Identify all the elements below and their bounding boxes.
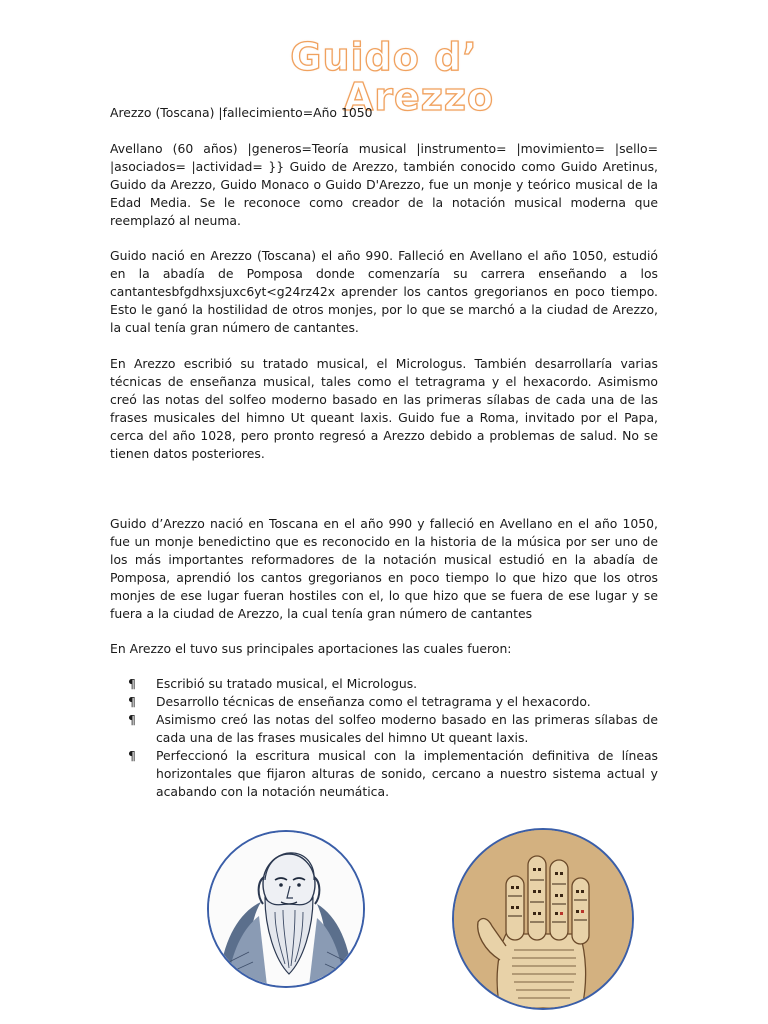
list-item <box>128 747 658 801</box>
paragraph-text: Guido d’Arezzo nació en Toscana en el año 990 y falleció en Avellano en el año 1050, fue un monje benedictino que es reconocido en la historia de la música por ser uno de los más importantes reformadores de la notación musical estudió en la abadía de Pomposa, aprendió los cantos gregorianos en poco tiempo lo que hizo que los otros monjes de ese lugar fueran hostiles con el, lo que hizo que se fuera de ese lugar y se fuera a la ciudad de Arezzo, la cual tenía gran número de cantantes <box>110 516 658 621</box>
list-item-text: Perfeccionó la escritura musical con la implementación definitiva de líneas horizontales que fijaron alturas de sonido, cercano a nuestro sistema actual y acabando con la notación neumática. <box>156 748 658 799</box>
portrait-engraving-icon <box>209 832 363 986</box>
paragraph-infobox <box>110 140 658 230</box>
list-item-text: Desarrollo técnicas de enseñanza como el tetragrama y el hexacordo. <box>156 694 591 709</box>
guidonian-hand-icon <box>454 830 632 1008</box>
pilcrow-bullet-icon: ¶ <box>128 712 136 727</box>
pilcrow-bullet-icon: ¶ <box>128 676 136 691</box>
paragraph-text: Avellano (60 años) |generos=Teoría musical |instrumento= |movimiento= |sello= |asociados= |actividad= }} Guido de Arezzo, también conocido como Guido Aretinus, Guido da Arezzo, Guido Monaco o Guido D'Arezzo, fue un monje y teórico musical de la Edad Media. Se le reconoce como creador de la notación musical moderna que reemplazó al neuma. <box>110 141 658 228</box>
paragraph-micrologus <box>110 355 658 463</box>
paragraph-text: En Arezzo escribió su tratado musical, el Micrologus. También desarrollaría varias técnicas de enseñanza musical, tales como el tetragrama y el hexacordo. Asimismo creó las notas del solfeo moderno basado en las primeras sílabas de cada una de las frases musicales del himno Ut queant laxis. Guido fue a Roma, invitado por el Papa, cerca del año 1028, pero pronto regresó a Arezzo debido a problemas de salud. No se tienen datos posteriores. <box>110 356 658 461</box>
paragraph-text: Arezzo (Toscana) |fallecimiento=Año 1050 <box>110 105 373 120</box>
pilcrow-bullet-icon: ¶ <box>128 694 136 709</box>
paragraph-summary <box>110 515 658 623</box>
paragraph-birth <box>110 247 658 337</box>
paragraph-contributions-intro <box>110 640 658 658</box>
list-item-text: Asimismo creó las notas del solfeo moderno basado en las primeras sílabas de cada una de las frases musicales del himno Ut queant laxis. <box>156 712 658 745</box>
paragraph-text: Guido nació en Arezzo (Toscana) el año 990. Falleció en Avellano el año 1050, estudió en la abadía de Pomposa donde comenzaría su carrera enseñando a los cantantesbfgdhxsjuxc6yt<g24rz42x aprender los cantos gregorianos en poco tiempo. Esto le ganó la hostilidad de otros monjes, por lo que se marchó a la ciudad de Arezzo, la cual tenía gran número de cantantes. <box>110 248 658 335</box>
list-item-text: Escribió su tratado musical, el Micrologus. <box>156 676 418 691</box>
list-item <box>128 711 658 747</box>
paragraph-death-info <box>110 104 658 122</box>
pilcrow-bullet-icon: ¶ <box>128 748 136 763</box>
title-line-2: Arezzo <box>343 74 495 119</box>
title-line-1: Guido d’ <box>290 35 478 79</box>
list-item <box>128 675 658 693</box>
guido-portrait-image <box>207 830 365 988</box>
paragraph-text: En Arezzo el tuvo sus principales aportaciones las cuales fueron: <box>110 641 512 656</box>
contributions-list <box>128 675 658 801</box>
guidonian-hand-image <box>452 828 634 1010</box>
list-item <box>128 693 658 711</box>
